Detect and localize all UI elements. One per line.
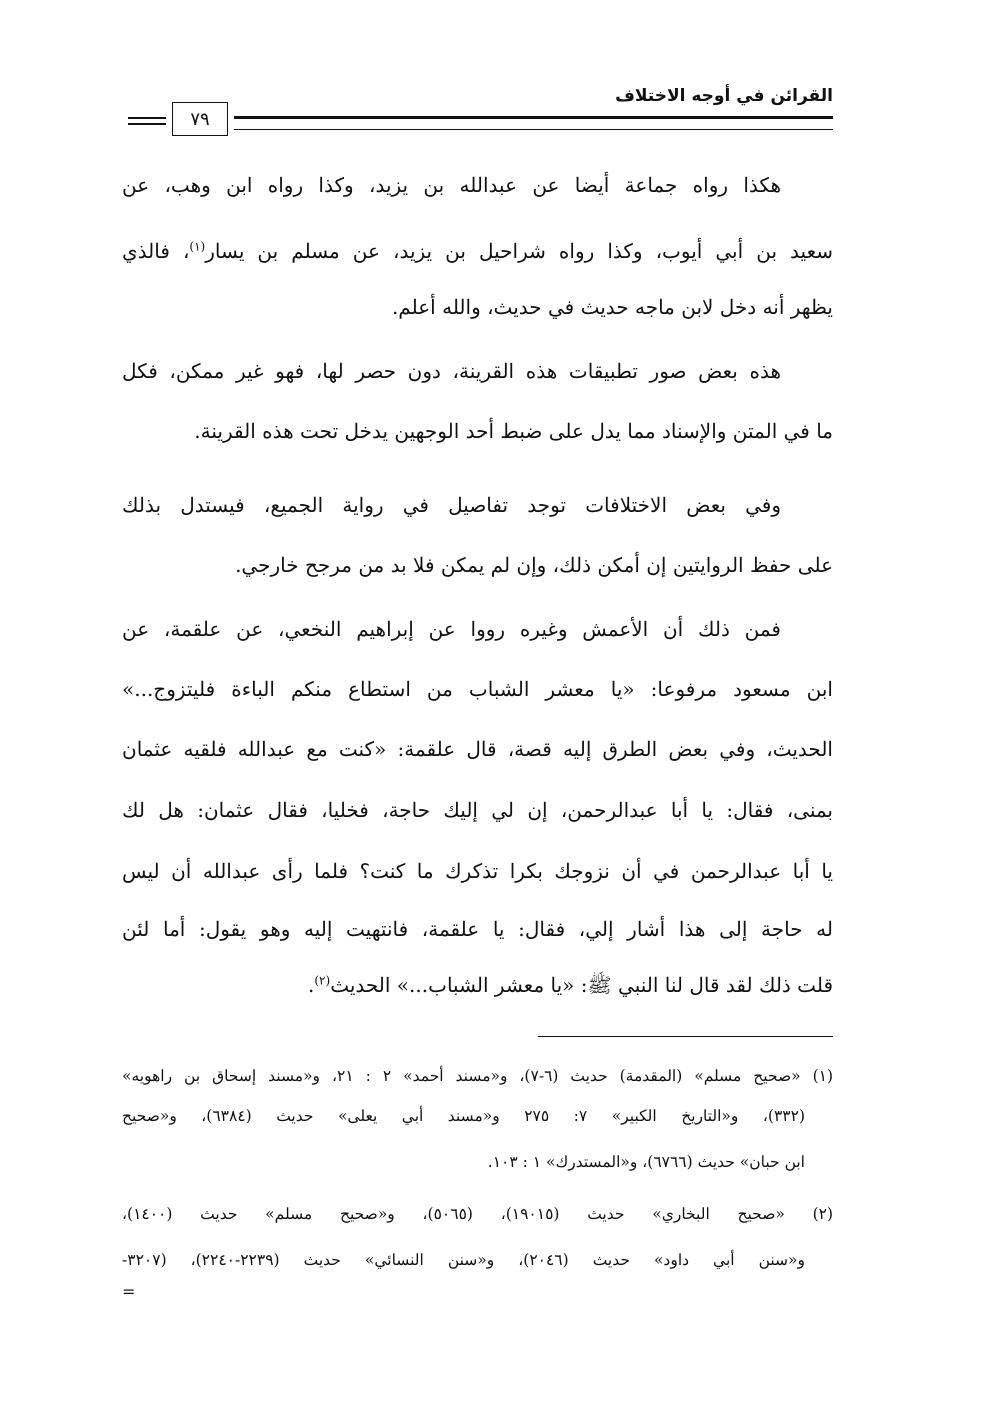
- body-line: يا أبا عبدالرحمن في أن نزوجك بكرا تذكرك ما كنت؟ فلما رأى عبدالله أن ليس: [122, 859, 833, 883]
- body-line: له حاجة إلى هذا أشار إلي، فقال: يا علقمة، فانتهيت إليه وهو يقول: أما لئن: [122, 917, 833, 941]
- footnote-line: ابن حبان» حديث (٦٧٦٦)، و«المستدرك» ١ : ١٠٣.: [487, 1153, 805, 1171]
- page-number-ornament: [128, 117, 166, 125]
- continuation-mark: =: [122, 1282, 136, 1301]
- page-number: ٧٩: [172, 102, 228, 136]
- body-line: هذه بعض صور تطبيقات هذه القرينة، دون حصر لها، فهو غير ممكن، فكل: [122, 359, 781, 383]
- header-rule: [234, 116, 833, 130]
- body-line: الحديث، وفي بعض الطرق إليه قصة، قال علقمة: «كنت مع عبدالله فلقيه عثمان: [122, 737, 833, 761]
- footnote-separator: [538, 1036, 833, 1037]
- footnote-line: (٢) «صحيح البخاري» حديث (١٩٠١٥)، (٥٠٦٥)، و«صحيح مسلم» حديث (١٤٠٠)،: [122, 1205, 834, 1223]
- body-line: هكذا رواه جماعة أيضا عن عبدالله بن يزيد، وكذا رواه ابن وهب، عن: [122, 173, 781, 197]
- body-line: يظهر أنه دخل لابن ماجه حديث في حديث، والله أعلم.: [391, 295, 833, 319]
- body-line: بمنى، فقال: يا أبا عبدالرحمن، إن لي إليك حاجة، فخليا، فقال عثمان: هل لك: [122, 798, 833, 822]
- running-title: القرائن في أوجه الاختلاف: [615, 86, 833, 106]
- body-line: قلت ذلك لقد قال لنا النبي ﷺ: «يا معشر الشباب...» الحديث$^{(٢)}$.: [308, 973, 833, 997]
- footnote-ref: (٢): [314, 973, 331, 988]
- footnote-line: (٣٣٢)، و«التاريخ الكبير» ٧: ٢٧٥ و«مسند أبي يعلى» حديث (٦٣٨٤)، و«صحيح: [122, 1107, 805, 1125]
- body-line: فمن ذلك أن الأعمش وغيره رووا عن إبراهيم النخعي، عن علقمة، عن: [122, 617, 781, 641]
- body-line: سعيد بن أبي أيوب، وكذا رواه شراحيل بن يزيد، عن مسلم بن يسار$^{(١)}$، فالذي: [122, 239, 833, 263]
- body-line: ما في المتن والإسناد مما يدل على ضبط أحد الوجهين يدخل تحت هذه القرينة.: [194, 419, 833, 443]
- footnote-ref: (١): [189, 239, 206, 254]
- footnote-line: و«سنن أبي داود» حديث (٢٠٤٦)، و«سنن النسائي» حديث (٢٢٣٩-٢٢٤٠)، (٣٢٠٧-: [122, 1251, 806, 1269]
- body-line: وفي بعض الاختلافات توجد تفاصيل في رواية الجميع، فيستدل بذلك: [122, 493, 781, 517]
- body-line: على حفظ الروايتين إن أمكن ذلك، وإن لم يمكن فلا بد من مرجح خارجي.: [235, 553, 833, 577]
- body-line: ابن مسعود مرفوعا: «يا معشر الشباب من استطاع منكم الباءة فليتزوج...»: [122, 677, 833, 701]
- footnote-line: (١) «صحيح مسلم» (المقدمة) حديث (٦-٧)، و«مسند أحمد» ٢ : ٢١، و«مسند إسحاق بن راهويه»: [122, 1067, 834, 1085]
